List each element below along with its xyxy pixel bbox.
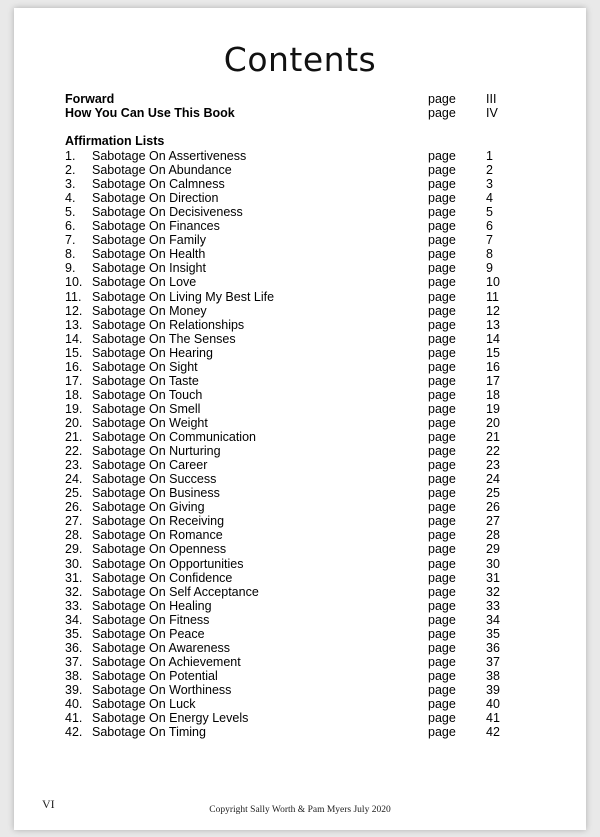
page-word: page	[428, 303, 456, 318]
page-number: 26	[486, 500, 500, 515]
entry-label: Sabotage On Relationships	[92, 317, 245, 332]
entry-label: Sabotage On Hearing	[92, 345, 213, 360]
entry-label: Sabotage On Health	[92, 247, 206, 262]
entry-number: 27.	[65, 514, 83, 529]
page-word: page	[428, 149, 456, 163]
entry-number: 42.	[65, 725, 83, 740]
entry-label: Sabotage On Confidence	[92, 570, 233, 585]
page-number: IV	[486, 106, 498, 120]
entry-number: 30.	[65, 556, 83, 571]
page-word: page	[428, 640, 456, 655]
page-number-footer: VI	[42, 797, 55, 811]
entry-label: Sabotage On Love	[92, 275, 197, 290]
entry-number: 3.	[65, 177, 76, 192]
entry-label: Sabotage On Timing	[92, 725, 206, 740]
entry-label: Sabotage On Abundance	[92, 163, 232, 178]
page-word: page	[428, 626, 456, 641]
page-word: page	[428, 92, 456, 106]
page-word: page	[428, 725, 456, 740]
entry-label: Sabotage On Potential	[92, 668, 218, 683]
page-number: 41	[486, 711, 500, 725]
entry-label: Sabotage On Business	[92, 486, 220, 501]
entry-label: Sabotage On Weight	[92, 415, 208, 430]
entry-number: 38.	[65, 668, 83, 683]
page-number: 9	[486, 261, 493, 276]
page-word: page	[428, 163, 456, 178]
entry-label: Sabotage On Nurturing	[92, 444, 221, 459]
page-word: page	[428, 486, 456, 501]
page-number: 37	[486, 654, 500, 669]
page-number: 32	[486, 584, 500, 599]
entry-label: Sabotage On The Senses	[92, 331, 236, 346]
page-word: page	[428, 584, 456, 599]
entry-number: 24.	[65, 472, 83, 487]
page-number: 8	[486, 247, 493, 262]
page-number: 12	[486, 303, 500, 318]
page-word: page	[428, 415, 456, 430]
entry-number: 12.	[65, 303, 83, 318]
entry-label: Sabotage On Worthiness	[92, 682, 232, 697]
entry-number: 31.	[65, 570, 83, 585]
entry-number: 18.	[65, 387, 83, 402]
entry-number: 33.	[65, 598, 83, 613]
entry-number: 35.	[65, 626, 83, 641]
page-number: 34	[486, 612, 500, 627]
page-number: 42	[486, 725, 500, 740]
entry-label: Sabotage On Opportunities	[92, 556, 244, 571]
entry-number: 15.	[65, 345, 83, 360]
page-word: page	[428, 219, 456, 234]
entry-number: 25.	[65, 486, 83, 501]
entry-number: 23.	[65, 458, 83, 473]
entry-number: 26.	[65, 500, 83, 515]
entry-label: Forward	[65, 92, 115, 106]
page-word: page	[428, 233, 456, 248]
page-number: 29	[486, 542, 500, 557]
entry-label: Sabotage On Smell	[92, 401, 201, 416]
entry-number: 22.	[65, 444, 83, 459]
entry-label: Sabotage On Direction	[92, 191, 219, 206]
entry-label: How You Can Use This Book	[65, 106, 235, 120]
page-word: page	[428, 261, 456, 276]
entry-number: 37.	[65, 654, 83, 669]
page-word: page	[428, 275, 456, 290]
entry-label: Sabotage On Family	[92, 233, 206, 248]
page-word: page	[428, 500, 456, 515]
page-word: page	[428, 711, 456, 725]
entry-number: 9.	[65, 261, 76, 276]
page-number: 23	[486, 458, 500, 473]
page-number: 7	[486, 233, 493, 248]
entry-label: Sabotage On Communication	[92, 430, 256, 444]
entry-label: Sabotage On Energy Levels	[92, 711, 249, 725]
entry-label: Sabotage On Self Acceptance	[92, 584, 259, 599]
entry-number: 29.	[65, 542, 83, 557]
page-number: 28	[486, 528, 500, 543]
page-word: page	[428, 177, 456, 192]
entry-number: 6.	[65, 219, 76, 234]
entry-number: 32.	[65, 584, 83, 599]
page-number: 24	[486, 472, 500, 487]
page-number: 22	[486, 444, 500, 459]
page-word: page	[428, 373, 456, 388]
entry-label: Sabotage On Decisiveness	[92, 205, 243, 220]
entry-label: Sabotage On Fitness	[92, 612, 210, 627]
entry-label: Sabotage On Sight	[92, 359, 198, 374]
entry-number: 28.	[65, 528, 83, 543]
entry-label: Sabotage On Success	[92, 472, 217, 487]
page-word: page	[428, 401, 456, 416]
page-number: 39	[486, 682, 500, 697]
page-word: page	[428, 345, 456, 360]
page-number: 3	[486, 177, 493, 192]
page-number: 36	[486, 640, 500, 655]
entry-label: Sabotage On Taste	[92, 373, 199, 388]
page-number: 30	[486, 556, 500, 571]
page-word: page	[428, 289, 456, 304]
entry-label: Sabotage On Romance	[92, 528, 223, 543]
entry-number: 21.	[65, 430, 83, 444]
entry-number: 11.	[65, 289, 82, 304]
page-word: page	[428, 528, 456, 543]
page-number: 33	[486, 598, 500, 613]
page-number: 15	[486, 345, 500, 360]
page-word: page	[428, 654, 456, 669]
page-word: page	[428, 191, 456, 206]
page-number: 16	[486, 359, 500, 374]
entry-number: 10.	[65, 275, 83, 290]
entry-label: Sabotage On Awareness	[92, 640, 231, 655]
page-title: Contents	[223, 40, 377, 79]
document-page	[14, 8, 586, 830]
entry-label: Sabotage On Openness	[92, 542, 227, 557]
entry-label: Sabotage On Achievement	[92, 654, 241, 669]
entry-label: Sabotage On Finances	[92, 219, 220, 234]
entry-label: Sabotage On Giving	[92, 500, 205, 515]
entry-number: 13.	[65, 317, 83, 332]
entry-number: 34.	[65, 612, 83, 627]
page-word: page	[428, 331, 456, 346]
entry-label: Sabotage On Receiving	[92, 514, 225, 529]
page-word: page	[428, 106, 456, 120]
page-number: 40	[486, 697, 500, 711]
page-number: 6	[486, 219, 493, 234]
entry-number: 2.	[65, 163, 76, 178]
entry-number: 17.	[65, 373, 83, 388]
page-number: 27	[486, 514, 500, 529]
page-word: page	[428, 387, 456, 402]
entry-label: Sabotage On Career	[92, 458, 208, 473]
page-word: page	[428, 556, 456, 571]
entry-number: 36.	[65, 640, 83, 655]
page-number: 17	[486, 373, 500, 388]
page-number: 10	[486, 275, 500, 290]
entry-label: Sabotage On Touch	[92, 387, 203, 402]
page-word: page	[428, 542, 456, 557]
entry-number: 5.	[65, 205, 76, 220]
page-word: page	[428, 472, 456, 487]
entry-number: 39.	[65, 682, 83, 697]
entry-label: Sabotage On Calmness	[92, 177, 225, 192]
copyright-footer: Copyright Sally Worth & Pam Myers July 2020	[209, 805, 391, 815]
page-word: page	[428, 697, 456, 711]
page-number: 35	[486, 626, 500, 641]
page-word: page	[428, 570, 456, 585]
entry-number: 16.	[65, 359, 83, 374]
entry-label: Sabotage On Peace	[92, 626, 205, 641]
page-number: 20	[486, 415, 500, 430]
page-word: page	[428, 444, 456, 459]
page-number: 5	[486, 205, 493, 220]
page-number: 11	[486, 289, 499, 304]
page-number: III	[486, 92, 497, 106]
page-word: page	[428, 682, 456, 697]
entry-number: 40.	[65, 697, 83, 711]
page-number: 31	[486, 570, 500, 585]
entry-number: 4.	[65, 191, 76, 206]
entry-label: Sabotage On Insight	[92, 261, 206, 276]
page-word: page	[428, 612, 456, 627]
page-number: 19	[486, 401, 500, 416]
page-word: page	[428, 458, 456, 473]
page-number: 21	[486, 430, 500, 444]
page-word: page	[428, 598, 456, 613]
page-word: page	[428, 205, 456, 220]
page-word: page	[428, 317, 456, 332]
page-number: 25	[486, 486, 500, 501]
page-word: page	[428, 430, 456, 444]
page-word: page	[428, 514, 456, 529]
page-number: 14	[486, 331, 500, 346]
page-number: 18	[486, 387, 500, 402]
entry-number: 8.	[65, 247, 76, 262]
page-number: 38	[486, 668, 500, 683]
entry-label: Sabotage On Living My Best Life	[92, 289, 275, 304]
entry-label: Sabotage On Assertiveness	[92, 149, 247, 163]
entry-number: 19.	[65, 401, 83, 416]
page-number: 13	[486, 317, 500, 332]
page-word: page	[428, 668, 456, 683]
page-number: 2	[486, 163, 493, 178]
entry-label: Sabotage On Luck	[92, 697, 196, 711]
entry-label: Sabotage On Money	[92, 303, 207, 318]
entry-number: 1.	[65, 149, 76, 163]
entry-number: 41.	[65, 711, 83, 725]
page-word: page	[428, 247, 456, 262]
entry-number: 20.	[65, 415, 83, 430]
page-number: 4	[486, 191, 493, 206]
section-heading-text: Affirmation Lists	[65, 134, 165, 148]
entry-number: 7.	[65, 233, 76, 248]
page-word: page	[428, 359, 456, 374]
entry-number: 14.	[65, 331, 83, 346]
page-number: 1	[486, 149, 493, 163]
entry-label: Sabotage On Healing	[92, 598, 212, 613]
